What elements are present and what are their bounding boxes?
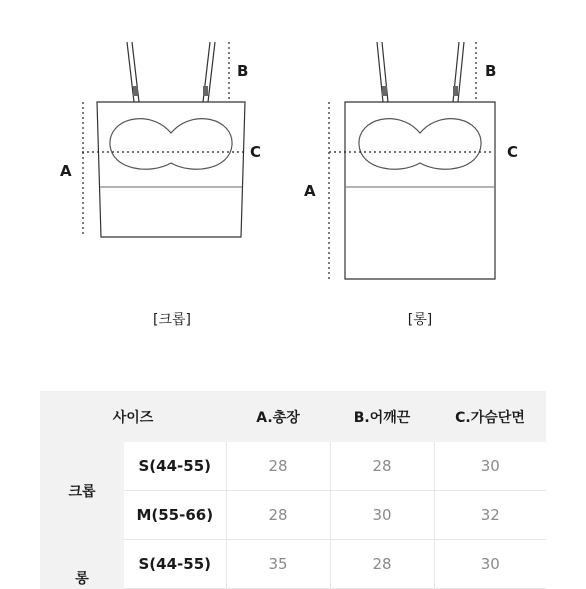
- group-crop: 크롭: [40, 442, 124, 540]
- long-label-c: C: [507, 143, 519, 161]
- crop-caption: [크롭]: [153, 312, 191, 328]
- size-cell: M(55-66): [124, 491, 226, 540]
- long-label-b: B: [485, 62, 497, 80]
- header-strap: B.어깨끈: [330, 391, 434, 442]
- chest-cell: 30: [434, 540, 546, 589]
- size-table: [40, 391, 546, 589]
- table-row: [40, 540, 546, 589]
- crop-label-b: B: [237, 62, 249, 80]
- crop-garment-drawing: [82, 42, 245, 237]
- table-header-row: [40, 391, 546, 442]
- length-cell: 28: [226, 491, 330, 540]
- crop-label-c: C: [250, 143, 262, 161]
- long-caption: [롱]: [407, 312, 433, 328]
- long-garment-drawing: [329, 42, 495, 279]
- strap-cell: 28: [330, 540, 434, 589]
- crop-label-a: A: [60, 162, 72, 180]
- length-cell: 28: [226, 442, 330, 491]
- header-length: A.총장: [226, 391, 330, 442]
- length-cell: 35: [226, 540, 330, 589]
- table-row: [40, 442, 546, 491]
- strap-cell: 28: [330, 442, 434, 491]
- chest-cell: 32: [434, 491, 546, 540]
- size-cell: S(44-55): [124, 540, 226, 589]
- size-cell: S(44-55): [124, 442, 226, 491]
- strap-cell: 30: [330, 491, 434, 540]
- chest-cell: 30: [434, 442, 546, 491]
- group-long: 롱: [40, 540, 124, 589]
- long-label-a: A: [304, 182, 316, 200]
- header-size: 사이즈: [40, 391, 226, 442]
- header-chest: C.가슴단면: [434, 391, 546, 442]
